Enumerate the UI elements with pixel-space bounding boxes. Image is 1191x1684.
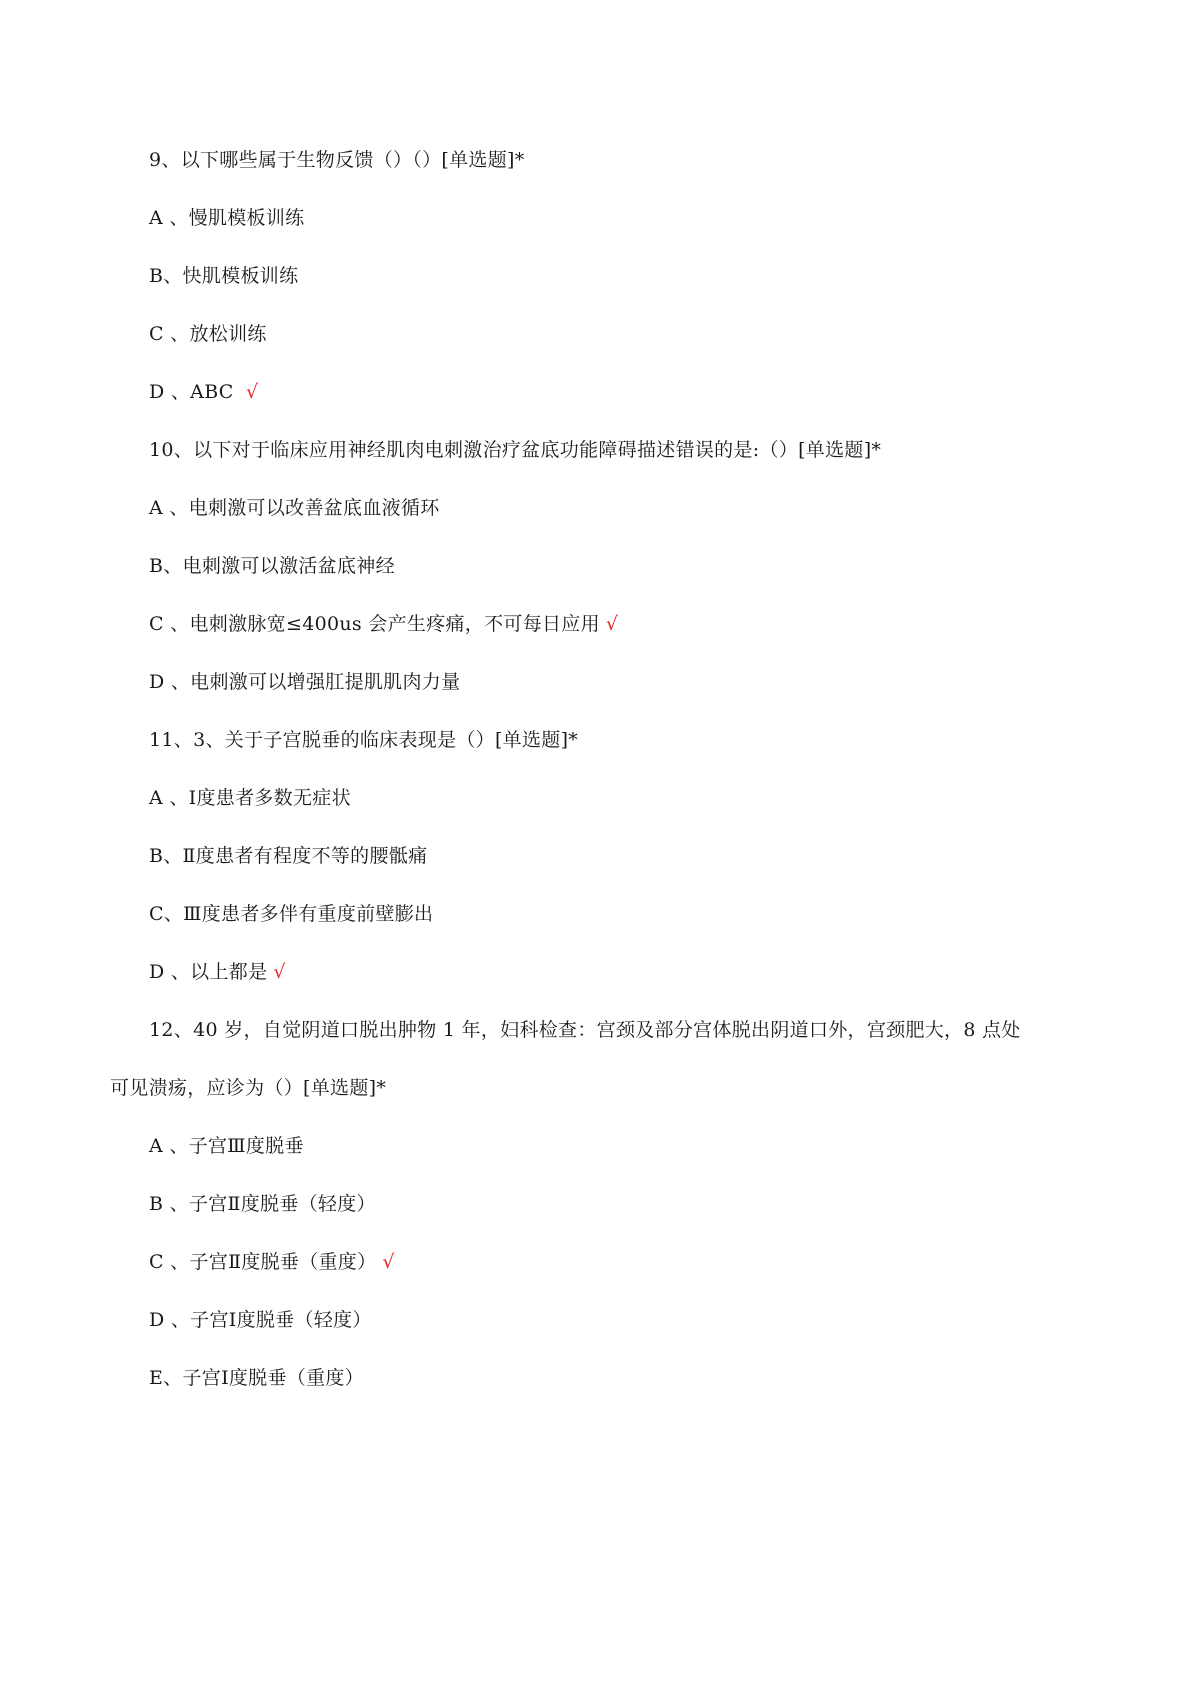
question-9-option-c: C 、放松训练 xyxy=(149,323,267,345)
question-12-option-c: C 、子宫Ⅱ度脱垂（重度） √ xyxy=(149,1251,395,1273)
question-11-option-c: C、Ⅲ度患者多伴有重度前壁膨出 xyxy=(149,903,434,925)
question-12-option-e: E、子宫Ⅰ度脱垂（重度） xyxy=(149,1367,364,1389)
question-11-option-b: B、Ⅱ度患者有程度不等的腰骶痛 xyxy=(149,845,428,867)
question-11-option-a: A 、Ⅰ度患者多数无症状 xyxy=(149,787,351,809)
question-10-option-a: A 、电刺激可以改善盆底血液循环 xyxy=(149,497,440,519)
question-12-option-b: B 、子宫Ⅱ度脱垂（轻度） xyxy=(149,1193,376,1215)
correct-answer-check-icon: √ xyxy=(246,381,259,403)
question-9-option-a: A 、慢肌模板训练 xyxy=(149,207,305,229)
question-11-option-d: D 、以上都是 √ xyxy=(149,961,286,983)
question-9-stem: 9、以下哪些属于生物反馈（）（）[单选题]* xyxy=(149,149,525,171)
correct-answer-check-icon: √ xyxy=(273,961,286,983)
question-9-option-b: B、快肌模板训练 xyxy=(149,265,299,287)
question-12-stem-continued: 可见溃疡，应诊为（）[单选题]* xyxy=(110,1077,387,1099)
question-10-option-c: C 、电刺激脉宽≤400us 会产生疼痛，不可每日应用 √ xyxy=(149,613,619,635)
question-10-option-b: B、电刺激可以激活盆底神经 xyxy=(149,555,395,577)
correct-answer-check-icon: √ xyxy=(382,1251,395,1273)
correct-answer-check-icon: √ xyxy=(605,613,619,635)
question-11-stem: 11、3、关于子宫脱垂的临床表现是（）[单选题]* xyxy=(149,729,579,751)
question-10-option-d: D 、电刺激可以增强肛提肌肌肉力量 xyxy=(149,671,461,693)
question-12-stem: 12、40 岁，自觉阴道口脱出肿物 1 年，妇科检查：宫颈及部分宫体脱出阴道口外，宫颈肥大，8 点处 xyxy=(149,1019,1021,1041)
question-9-option-d: D 、ABC √ xyxy=(149,381,259,403)
question-10-stem: 10、以下对于临床应用神经肌肉电刺激治疗盆底功能障碍描述错误的是:（）[单选题]* xyxy=(149,439,882,461)
question-12-option-a: A 、子宫Ⅲ度脱垂 xyxy=(149,1135,304,1157)
question-12-option-d: D 、子宫Ⅰ度脱垂（轻度） xyxy=(149,1309,372,1331)
